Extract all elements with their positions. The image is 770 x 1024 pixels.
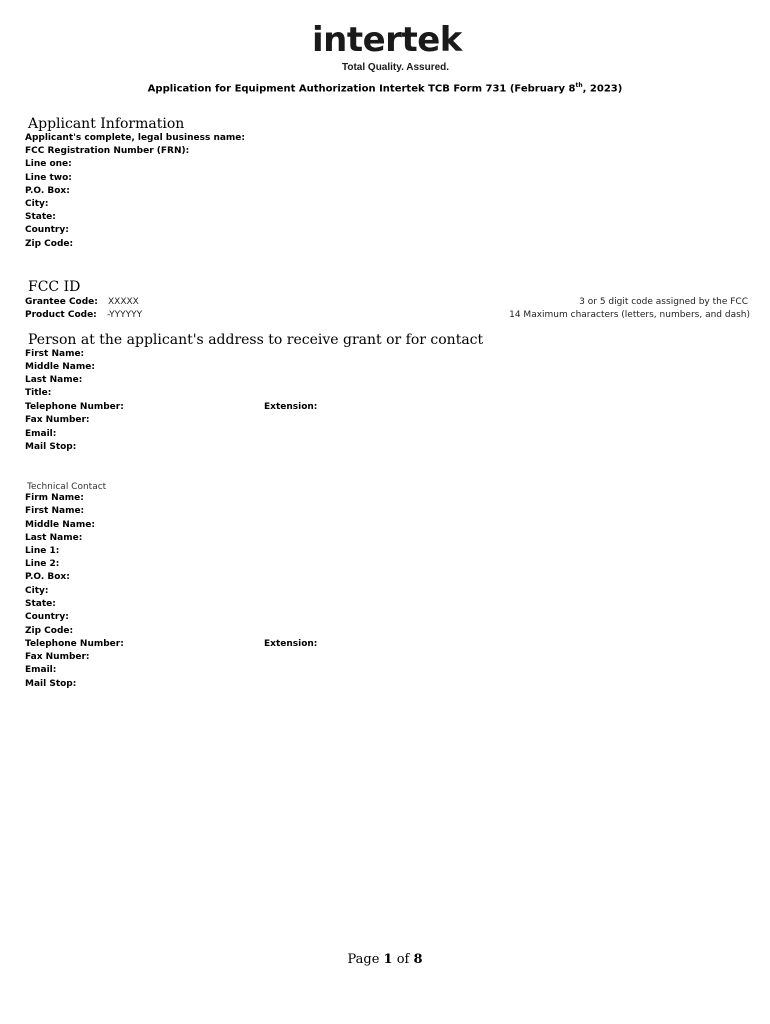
field-business-name: Applicant's complete, legal business name: [25,133,246,143]
page-current: 1 [383,952,393,967]
logo-tagline: Total Quality. Assured. [342,62,450,73]
field-tech-email: Email: [25,665,57,675]
field-tech-fax: Fax Number: [25,652,90,662]
fcc-id-heading: FCC ID [28,279,81,295]
field-contact-extension: Extension: [264,402,318,412]
page-footer: Page 1 of 8 [347,952,423,967]
field-contact-telephone: Telephone Number: [25,402,124,412]
contact-heading: Person at the applicant's address to receive grant or for contact [28,332,484,348]
applicant-heading: Applicant Information [28,116,185,132]
technical-heading: Technical Contact [27,482,107,492]
field-contact-mail-stop: Mail Stop: [25,442,77,452]
field-line-two: Line two: [25,173,72,183]
field-tech-extension: Extension: [264,639,318,649]
field-state: State: [25,212,56,222]
form-title: Application for Equipment Authorization Intertek TCB Form 731 (February 8th, 2023) [147,82,623,95]
field-tech-zip: Zip Code: [25,626,74,636]
field-country: Country: [25,225,69,235]
field-tech-line-2: Line 2: [25,559,60,569]
field-tech-city: City: [25,586,49,596]
field-frn: FCC Registration Number (FRN): [25,146,190,156]
field-tech-telephone: Telephone Number: [25,639,124,649]
field-tech-last-name: Last Name: [25,533,83,543]
field-contact-email: Email: [25,429,57,439]
logo-wordmark: intertek [312,20,462,60]
field-tech-country: Country: [25,612,69,622]
field-tech-first-name: First Name: [25,506,85,516]
field-city: City: [25,199,49,209]
field-tech-middle-name: Middle Name: [25,520,95,530]
intertek-logo [312,20,462,76]
field-zip: Zip Code: [25,239,74,249]
field-product-code: Product Code: [25,310,97,320]
field-contact-fax: Fax Number: [25,415,90,425]
field-grantee-code: Grantee Code: [25,297,98,307]
field-contact-last-name: Last Name: [25,375,83,385]
grantee-code-value: XXXXX [108,297,139,307]
product-code-note: 14 Maximum characters (letters, numbers, and dash) [509,310,750,320]
page-total: 8 [413,952,423,967]
field-contact-title: Title: [25,388,52,398]
field-tech-state: State: [25,599,56,609]
field-contact-middle-name: Middle Name: [25,362,95,372]
field-tech-mail-stop: Mail Stop: [25,679,77,689]
field-tech-po-box: P.O. Box: [25,572,70,582]
grantee-code-note: 3 or 5 digit code assigned by the FCC [579,297,748,307]
product-code-value: -YYYYYY [107,310,143,320]
field-line-one: Line one: [25,159,72,169]
field-po-box: P.O. Box: [25,186,70,196]
field-tech-line-1: Line 1: [25,546,60,556]
field-tech-firm-name: Firm Name: [25,493,84,503]
field-contact-first-name: First Name: [25,349,85,359]
